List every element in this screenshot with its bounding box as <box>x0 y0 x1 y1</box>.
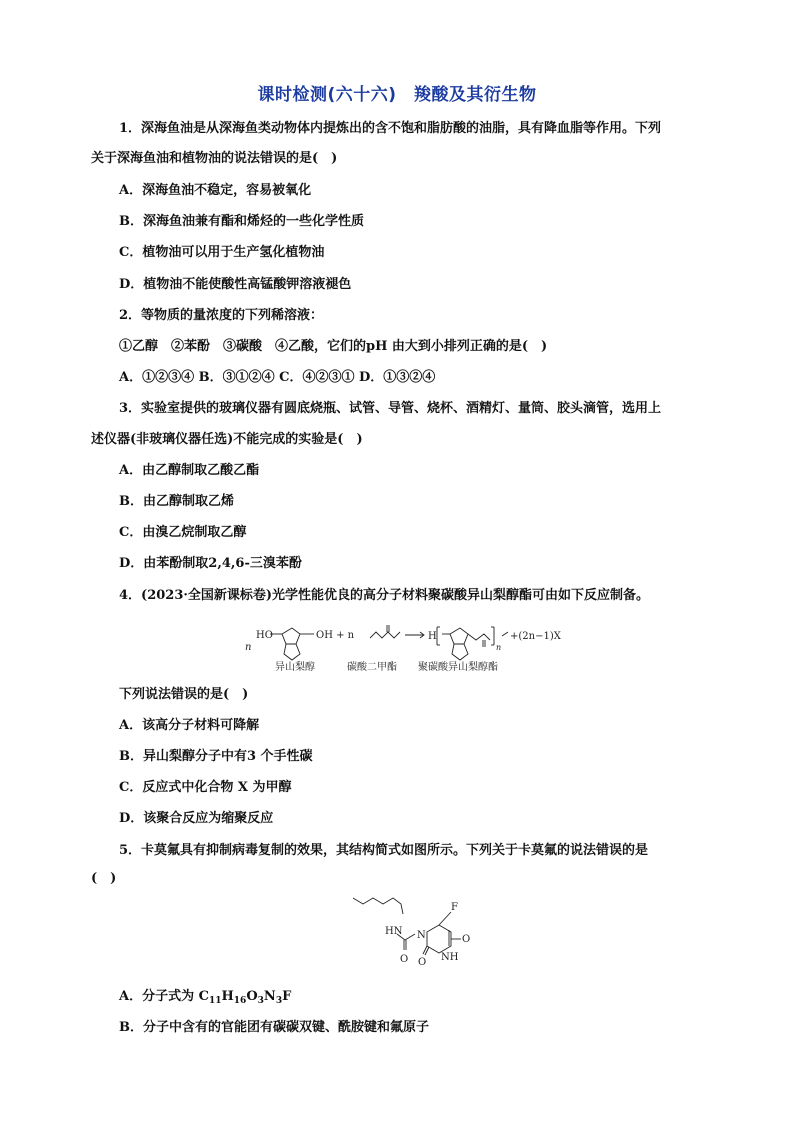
struct-o-right: O <box>462 934 471 945</box>
struct-n: N <box>417 930 426 941</box>
q1-option-d: D．植物油不能使酸性高锰酸钾溶液褪色 <box>119 277 352 292</box>
q4-stem-line1: 4．(2023·全国新课标卷)光学性能优良的高分子材料聚碳酸异山梨醇酯可由如下反应制备。 <box>119 588 650 603</box>
q1-option-c: C．植物油可以用于生产氢化植物油 <box>119 245 325 260</box>
scheme-ho: HO <box>256 630 273 641</box>
page-title: 课时检测(六十六) 羧酸及其衍生物 <box>257 85 537 105</box>
scheme-h: H <box>428 631 437 642</box>
label-polycarbonate: 聚碳酸异山梨醇酯 <box>418 662 498 673</box>
q5-a-o: O <box>246 989 258 1004</box>
scheme-oh-plus-n: OH + n <box>316 630 355 641</box>
q3-stem-line2: 述仪器(非玻璃仪器任选)不能完成的实验是( ) <box>91 432 363 447</box>
q3-stem-line1: 3．实验室提供的玻璃仪器有圆底烧瓶、试管、导管、烧杯、酒精灯、量筒、胶头滴管，选用上 <box>119 401 662 416</box>
q5-stem-line1: 5．卡莫氟具有抑制病毒复制的效果，其结构简式如图所示。下列关于卡莫氟的说法错误的是 <box>119 843 649 858</box>
q5-a-o-count: 3 <box>257 996 264 1006</box>
q4-option-c: C．反应式中化合物 X 为甲醇 <box>119 780 292 795</box>
scheme-rhs-tail: +(2n−1)X <box>510 631 561 642</box>
q1-stem-line2: 关于深海鱼油和植物油的说法错误的是( ) <box>91 151 338 166</box>
q2-stem-line1: 2．等物质的量浓度的下列稀溶液： <box>119 308 324 323</box>
q3-option-a: A．由乙醇制取乙酸乙酯 <box>119 463 260 478</box>
struct-hn: HN <box>385 926 403 937</box>
q1-stem-line1: 1．深海鱼油是从深海鱼类动物体内提炼出的含不饱和脂肪酸的油脂，具有降血脂等作用。下列 <box>119 121 662 136</box>
label-dimethyl-carbonate: 碳酸二甲酯 <box>347 662 397 673</box>
q5-a-prefix: A．分子式为 C <box>119 989 209 1004</box>
q5-stem-line2: ( ) <box>91 871 117 886</box>
q2-options: A．①②③④ B．③①②④ C．④②③① D．①③②④ <box>119 370 436 385</box>
q5-option-b: B．分子中含有的官能团有碳碳双键、酰胺键和氟原子 <box>119 1020 429 1035</box>
carmofur-structure <box>345 890 485 970</box>
struct-nh: NH <box>441 952 459 963</box>
q3-option-b: B．由乙醇制取乙烯 <box>119 494 234 509</box>
struct-f: F <box>451 902 458 913</box>
q3-option-c: C．由溴乙烷制取乙醇 <box>119 525 247 540</box>
q5-a-n-count: 3 <box>275 996 283 1006</box>
q4-option-b: B．异山梨醇分子中有3 个手性碳 <box>119 749 313 764</box>
q3-option-d: D．由苯酚制取2,4,6-三溴苯酚 <box>119 556 302 571</box>
scheme-subscript-n: n <box>496 643 502 652</box>
reaction-scheme <box>240 612 600 674</box>
q5-option-a <box>119 988 291 1010</box>
label-isosorbide: 异山梨醇 <box>275 662 315 673</box>
q4-option-a: A．该高分子材料可降解 <box>119 718 260 733</box>
q2-stem-line2: ①乙醇 ②苯酚 ③碳酸 ④乙酸，它们的pH 由大到小排列正确的是( ) <box>119 339 548 354</box>
q5-a-n: N <box>263 989 276 1004</box>
q5-a-c-count: 11 <box>208 996 222 1006</box>
q5-a-h-count: 16 <box>233 996 247 1006</box>
q4-stem-line2: 下列说法错误的是( ) <box>119 687 249 702</box>
q5-a-h: H <box>221 989 234 1004</box>
scheme-n: n <box>245 642 252 653</box>
q1-option-b: B．深海鱼油兼有酯和烯烃的一些化学性质 <box>119 214 364 229</box>
q5-a-f: F <box>282 989 292 1004</box>
struct-o-bottom: O <box>418 957 427 968</box>
struct-o-left: O <box>400 954 409 965</box>
q1-option-a: A．深海鱼油不稳定，容易被氧化 <box>119 183 312 198</box>
q4-option-d: D．该聚合反应为缩聚反应 <box>119 811 274 826</box>
